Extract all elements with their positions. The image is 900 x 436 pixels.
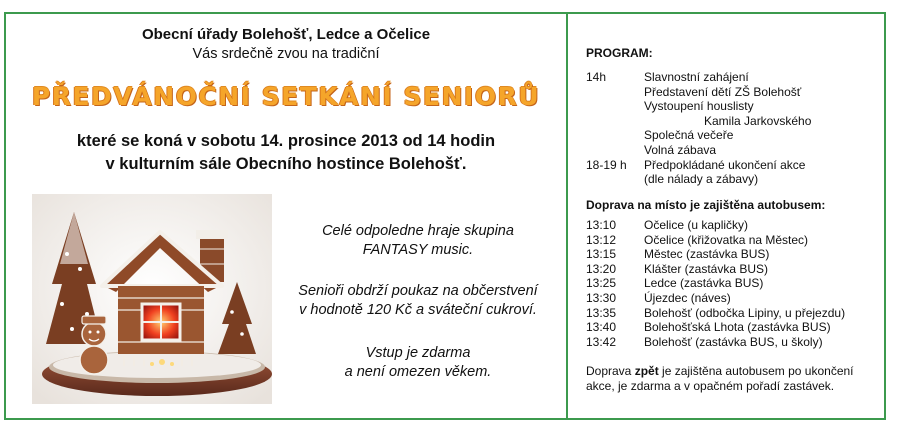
voucher-line-2: v hodnotě 120 Kč a sváteční cukroví. [299, 302, 537, 318]
bus-stop-row [586, 320, 882, 335]
bus-stop: Městec (zastávka BUS) [644, 247, 770, 262]
bus-time: 13:10 [586, 218, 617, 232]
voucher-info [278, 282, 558, 320]
bus-stop-row [586, 335, 882, 350]
bus-stop-row [586, 247, 882, 262]
program-item [586, 85, 882, 100]
column-divider [566, 12, 568, 420]
bus-stop: Bolehošť (odbočka Lipiny, u přejezdu) [644, 305, 846, 320]
program-text: Vystoupení houslisty [644, 99, 754, 114]
bus-stop: Klášter (zastávka BUS) [644, 261, 769, 276]
program-item [586, 128, 882, 143]
program-text: Předpokládané ukončení akce [644, 157, 806, 172]
program-text: Slavnostní zahájení [644, 70, 749, 84]
program-time [586, 128, 644, 143]
bus-time: 13:35 [586, 305, 617, 320]
program-item [586, 114, 882, 129]
bus-stop-row [586, 291, 882, 306]
gingerbread-house-photo [32, 194, 272, 404]
invitation-main [6, 14, 566, 418]
bus-stop: Očelice (křižovatka na Městec) [644, 232, 809, 247]
note-bold: zpět [634, 364, 659, 378]
bus-time: 13:15 [586, 247, 617, 262]
music-line-1: Celé odpoledne hraje skupina [322, 223, 514, 239]
bus-stop-row [586, 306, 882, 321]
program-item [586, 99, 882, 114]
note-prefix: Doprava [586, 364, 635, 378]
program-text: Kamila Jarkovského [704, 113, 812, 128]
program-item [586, 70, 882, 85]
program-list [586, 70, 882, 187]
entry-line-2: a není omezen věkem. [344, 364, 492, 380]
program-time [586, 85, 644, 100]
invite-line: Vás srdečně zvou na tradiční [192, 46, 380, 62]
bus-stop: Bolehošťská Lhota (zastávka BUS) [644, 320, 831, 335]
entry-line-1: Vstup je zdarma [365, 345, 471, 361]
bus-time: 13:42 [586, 334, 617, 349]
organizers-heading: Obecní úřady Bolehošť, Ledce a Očelice [141, 26, 431, 43]
bus-time: 13:25 [586, 276, 617, 291]
program-time [586, 172, 644, 187]
bus-stop-row [586, 262, 882, 277]
program-time: 18-19 h [586, 157, 627, 172]
bus-schedule [586, 218, 882, 349]
program-item [586, 172, 882, 187]
program-text: Představení dětí ZŠ Bolehošť [644, 84, 802, 99]
event-date: které se koná v sobotu 14. prosince 2013 od 14 hodin [76, 132, 496, 150]
voucher-line-1: Senioři obdrží poukaz na občerstvení [298, 283, 538, 299]
return-transport-note [586, 364, 876, 393]
bus-stop-row [586, 218, 882, 233]
bus-time: 13:12 [586, 232, 617, 247]
event-title: PŘEDVÁNOČNÍ SETKÁNÍ SENIORŮ [31, 82, 541, 111]
bus-stop-row [586, 233, 882, 248]
bus-stop: Očelice (u kapličky) [644, 218, 749, 232]
bus-time: 13:40 [586, 320, 617, 335]
program-text: Společná večeře [644, 128, 734, 143]
event-venue: v kulturním sále Obecního hostince Bolehošť. [105, 155, 467, 173]
program-title: PROGRAM: [586, 46, 653, 60]
program-time [586, 99, 644, 114]
bus-stop-row [586, 276, 882, 291]
note-suffix: je zajištěna autobusem po ukončení akce, je zdarma a v opačném pořadí zastávek. [586, 364, 854, 393]
bus-stop: Bolehošť (zastávka BUS, u školy) [644, 334, 823, 349]
bus-time: 13:30 [586, 290, 617, 305]
bus-stop: Ledce (zastávka BUS) [644, 276, 764, 291]
program-text: (dle nálady a zábavy) [644, 172, 759, 187]
entry-info [278, 344, 558, 382]
program-item [586, 158, 882, 173]
program-item [586, 143, 882, 158]
program-text: Volná zábava [644, 142, 717, 157]
bus-stop: Újezdec (náves) [644, 290, 731, 305]
music-info [278, 222, 558, 260]
program-time: 14h [586, 70, 607, 84]
transport-title: Doprava na místo je zajištěna autobusem: [586, 198, 826, 212]
program-time [586, 114, 644, 129]
program-time [586, 143, 644, 158]
music-line-2: FANTASY music. [362, 242, 474, 258]
bus-time: 13:20 [586, 261, 617, 276]
